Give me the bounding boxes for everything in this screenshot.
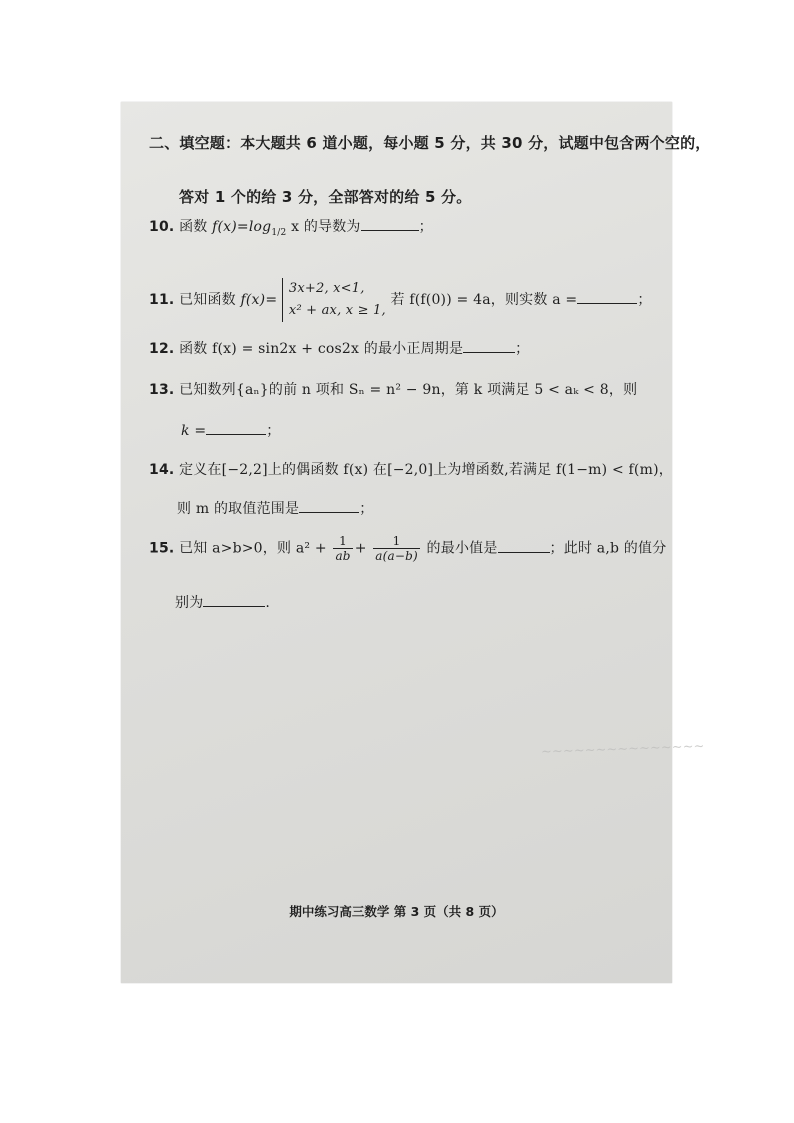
answer-blank-12 [463,338,515,353]
answer-blank-15b [203,592,265,607]
page-footer: 期中练习高三数学 第 3 页（共 8 页） [289,904,504,919]
section-title: 二、填空题：本大题共 6 道小题，每小题 5 分，共 30 分，试题中包含两个空的， [149,134,711,152]
answer-blank-10 [361,216,419,231]
question-11: 11. 已知函数 f(x)= 3x+2, x<1, x² + ax, x ≥ 1, 若 f(f(0)) = 4a，则实数 a = ； [149,278,652,322]
exam-page [121,102,711,983]
fraction-1-over-a-a-minus-b: $\frac{1}{a(a-b)}$ [375,534,418,563]
question-15: 15. 已知 a>b>0，则 a² + $\frac{1}{ab}$ + $\frac{1}{a(a-b)}$ 的最小值是 ；此时 a,b 的值分 [149,534,667,563]
question-10: 10. 函数 $f(x)=\log_{1/2}$ x 的导数为 ； [149,216,433,238]
bleed-through: ~~~~~~~~~~~~~~~ [540,739,705,760]
question-14-line2: 则 m 的取值范围是 ； [177,498,373,518]
section-subtitle: 答对 1 个的给 3 分，全部答对的给 5 分。 [179,188,472,206]
fraction-1-over-ab: $\frac{1}{ab}$ [335,534,351,563]
question-13: 13. 已知数列{aₙ}的前 n 项和 Sₙ = n² − 9n，第 k 项满足 5 < aₖ < 8，则 [149,382,638,398]
question-13-line2: k = ； [181,420,280,440]
answer-blank-11 [577,289,637,304]
question-15-line2: 别为 . [175,592,270,612]
answer-blank-13 [206,420,266,435]
piecewise-function: 3x+2, x<1, x² + ax, x ≥ 1, [282,278,386,322]
question-14: 14. 定义在[−2,2]上的偶函数 f(x) 在[−2,0]上为增函数,若满足 f(1−m) < f(m)， [149,462,673,478]
answer-blank-15a [498,538,550,553]
question-12: 12. 函数 f(x) = sin2x + cos2x 的最小正周期是 ； [149,338,529,358]
answer-blank-14 [299,498,359,513]
